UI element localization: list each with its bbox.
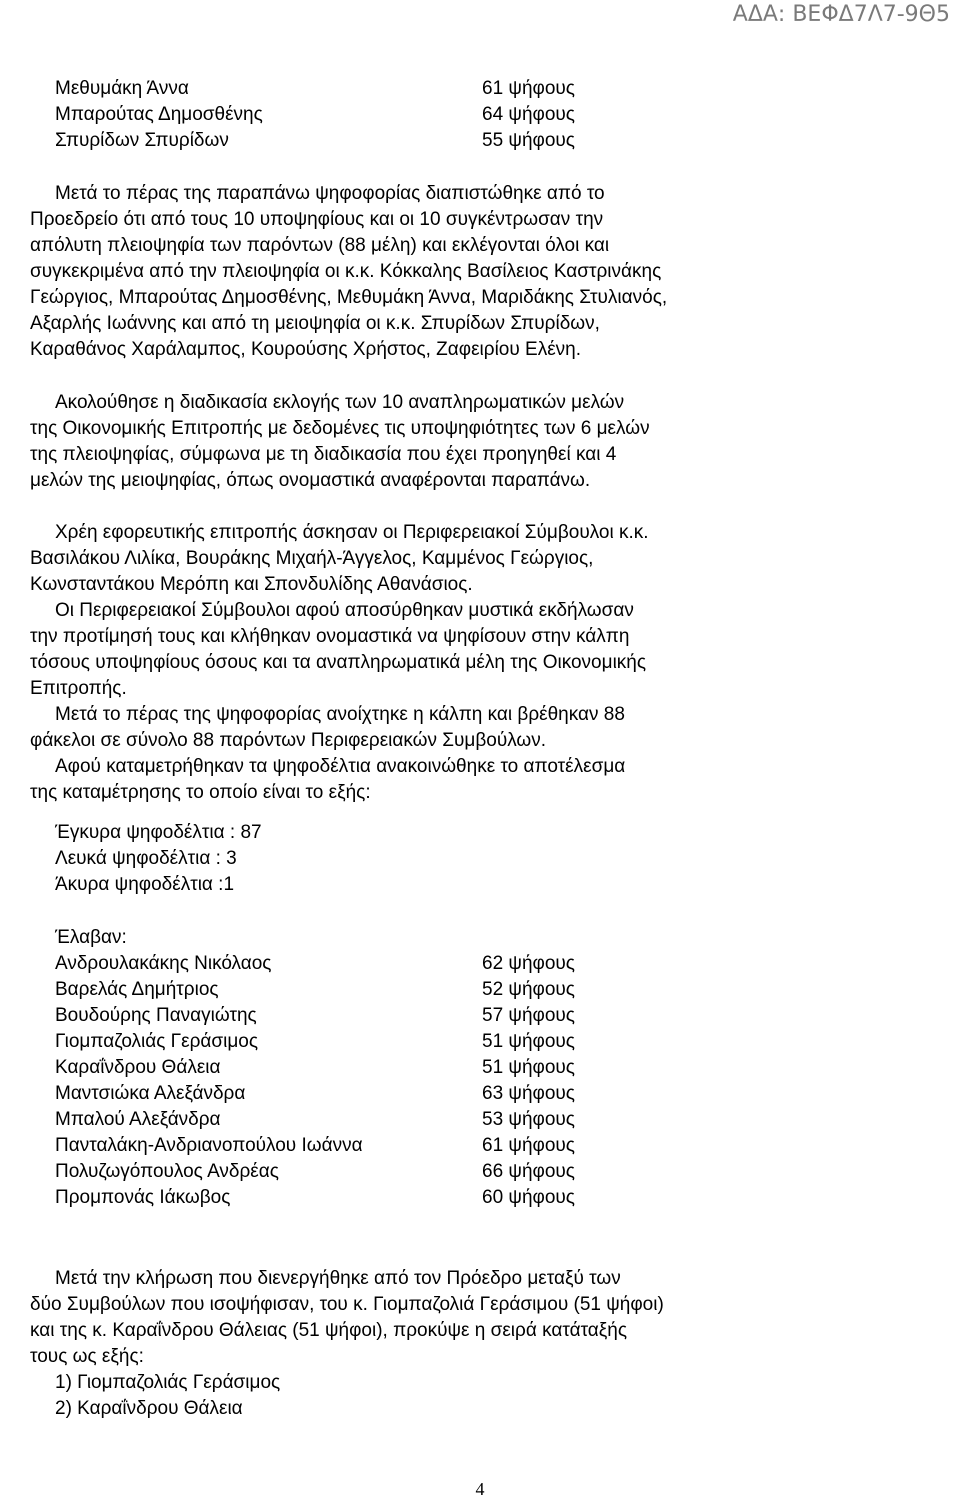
text-line: Αξαρλής Ιωάννης και από τη μειοψηφία οι κ.κ. Σπυρίδων Σπυρίδων,	[30, 313, 600, 334]
candidate-name: Καραΐνδρου Θάλεια	[55, 1057, 221, 1078]
text-line: Μετά την κλήρωση που διενεργήθηκε από τον Πρόεδρο μεταξύ των	[55, 1268, 621, 1289]
candidate-name: Ανδρουλακάκης Νικόλαος	[55, 953, 272, 974]
candidate-votes: 57 ψήφους	[482, 1005, 575, 1026]
page-number: 4	[475, 1479, 485, 1499]
ranking-list	[55, 1370, 280, 1422]
text-line: Αφού καταμετρήθηκαν τα ψηφοδέλτια ανακοινώθηκε το αποτέλεσμα	[55, 756, 626, 777]
paragraph-election-result	[30, 181, 773, 363]
result-row	[55, 1003, 575, 1029]
result-row	[55, 1185, 575, 1211]
text-line: Μετά το πέρας της ψηφοφορίας ανοίχτηκε η κάλπη και βρέθηκαν 88	[55, 704, 625, 725]
vote-row	[55, 76, 575, 102]
candidate-votes: 63 ψήφους	[482, 1083, 575, 1104]
text-line: Μετά το πέρας της παραπάνω ψηφοφορίας διαπιστώθηκε από το	[55, 183, 605, 204]
candidate-name: Γιομπαζολιάς Γεράσιμος	[55, 1031, 259, 1052]
text-line: Γεώργιος, Μπαρούτας Δημοσθένης, Μεθυμάκη Άννα, Μαριδάκης Στυλιανός,	[30, 287, 668, 308]
text-line: Χρέη εφορευτικής επιτροπής άσκησαν οι Περιφερειακοί Σύμβουλοι κ.κ.	[55, 522, 649, 543]
text-line: απόλυτη πλειοψηφία των παρόντων (88 μέλη) και εκλέγονται όλοι και	[30, 235, 610, 256]
text-line: Ακολούθησε η διαδικασία εκλογής των 10 αναπληρωματικών μελών	[55, 392, 625, 413]
text-line: την προτίμησή τους και κλήθηκαν ονομαστικά να ψηφίσουν στην κάλπη	[30, 626, 630, 647]
candidate-name: Μαντσιώκα Αλεξάνδρα	[55, 1083, 246, 1104]
vote-row	[55, 128, 575, 154]
top-votes-list	[55, 76, 575, 154]
text-line: Οι Περιφερειακοί Σύμβουλοι αφού αποσύρθηκαν μυστικά εκδήλωσαν	[55, 600, 634, 621]
paragraph-election-committee	[30, 520, 773, 806]
candidate-votes: 62 ψήφους	[482, 953, 575, 974]
candidate-votes: 60 ψήφους	[482, 1187, 575, 1208]
candidate-votes: 64 ψήφους	[482, 104, 575, 125]
vote-row	[55, 102, 575, 128]
candidate-votes: 61 ψήφους	[482, 78, 575, 99]
text-line: τόσους υποψηφίους όσους και τα αναπληρωματικά μέλη της Οικονομικής	[30, 652, 647, 673]
text-line: συγκεκριμένα από την πλειοψηφία οι κ.κ. Κόκκαλης Βασίλειος Καστρινάκης	[30, 261, 662, 282]
text-line: Επιτροπής.	[30, 678, 127, 699]
candidate-name: Βουδούρης Παναγιώτης	[55, 1005, 257, 1026]
ranking-item: 2) Καραΐνδρου Θάλεια	[55, 1398, 243, 1419]
result-row	[55, 1107, 575, 1133]
candidate-votes: 52 ψήφους	[482, 979, 575, 1000]
text-line: τους ως εξής:	[30, 1346, 144, 1367]
results-heading: Έλαβαν:	[55, 927, 127, 948]
text-line: της καταμέτρησης το οποίο είναι το εξής:	[30, 782, 371, 803]
paragraph-tie-draw	[30, 1266, 773, 1370]
results-list	[55, 951, 575, 1211]
result-row	[55, 1029, 575, 1055]
candidate-name: Μπαρούτας Δημοσθένης	[55, 104, 263, 125]
paragraph-substitute-process	[30, 390, 773, 494]
candidate-name: Πολυζωγόπουλος Ανδρέας	[55, 1161, 279, 1182]
ranking-item: 1) Γιομπαζολιάς Γεράσιμος	[55, 1372, 281, 1393]
candidate-name: Μπαλού Αλεξάνδρα	[55, 1109, 221, 1130]
candidate-name: Πανταλάκη-Ανδριανοπούλου Ιωάννα	[55, 1135, 363, 1156]
text-line: Κωνσταντάκου Μερόπη και Σπονδυλίδης Αθανάσιος.	[30, 574, 473, 595]
text-line: Καραθάνος Χαράλαμπος, Κουρούσης Χρήστος, Ζαφειρίου Ελένη.	[30, 339, 582, 360]
blank-ballots: Λευκά ψηφοδέλτια : 3	[55, 848, 237, 869]
valid-ballots: Έγκυρα ψηφοδέλτια : 87	[55, 822, 262, 843]
candidate-votes: 66 ψήφους	[482, 1161, 575, 1182]
invalid-ballots: Άκυρα ψηφοδέλτια :1	[55, 874, 235, 895]
text-line: δύο Συμβούλων που ισοψήφισαν, του κ. Γιομπαζολιά Γεράσιμου (51 ψήφοι)	[30, 1294, 664, 1315]
result-row	[55, 977, 575, 1003]
candidate-name: Μεθυμάκη Άννα	[55, 78, 189, 99]
text-line: Προεδρείο ότι από τους 10 υποψηφίους και οι 10 συγκέντρωσαν την	[30, 209, 604, 230]
text-line: Βασιλάκου Λιλίκα, Βουράκης Μιχαήλ-Άγγελος, Καμμένος Γεώργιος,	[30, 548, 594, 569]
candidate-votes: 51 ψήφους	[482, 1057, 575, 1078]
result-row	[55, 1133, 575, 1159]
candidate-name: Προμπονάς Ιάκωβος	[55, 1187, 231, 1208]
result-row	[55, 1055, 575, 1081]
candidate-votes: 53 ψήφους	[482, 1109, 575, 1130]
result-row	[55, 951, 575, 977]
candidate-name: Σπυρίδων Σπυρίδων	[55, 130, 229, 151]
ballot-counts	[55, 820, 262, 898]
candidate-name: Βαρελάς Δημήτριος	[55, 979, 219, 1000]
text-line: της Οικονομικής Επιτροπής με δεδομένες τις υποψηφιότητες των 6 μελών	[30, 418, 650, 439]
result-row	[55, 1081, 575, 1107]
text-line: φάκελοι σε σύνολο 88 παρόντων Περιφερειακών Συμβούλων.	[30, 730, 547, 751]
candidate-votes: 55 ψήφους	[482, 130, 575, 151]
result-row	[55, 1159, 575, 1185]
text-line: και της κ. Καραΐνδρου Θάλειας (51 ψήφοι), προκύψε η σειρά κατάταξής	[30, 1320, 628, 1341]
text-line: της πλειοψηφίας, σύμφωνα με τη διαδικασία που έχει προηγηθεί και 4	[30, 444, 617, 465]
text-line: μελών της μειοψηφίας, όπως ονομαστικά αναφέρονται παραπάνω.	[30, 470, 591, 491]
candidate-votes: 61 ψήφους	[482, 1135, 575, 1156]
document-code: ΑΔΑ: ΒΕΦΔ7Λ7-9Θ5	[732, 2, 950, 27]
candidate-votes: 51 ψήφους	[482, 1031, 575, 1052]
